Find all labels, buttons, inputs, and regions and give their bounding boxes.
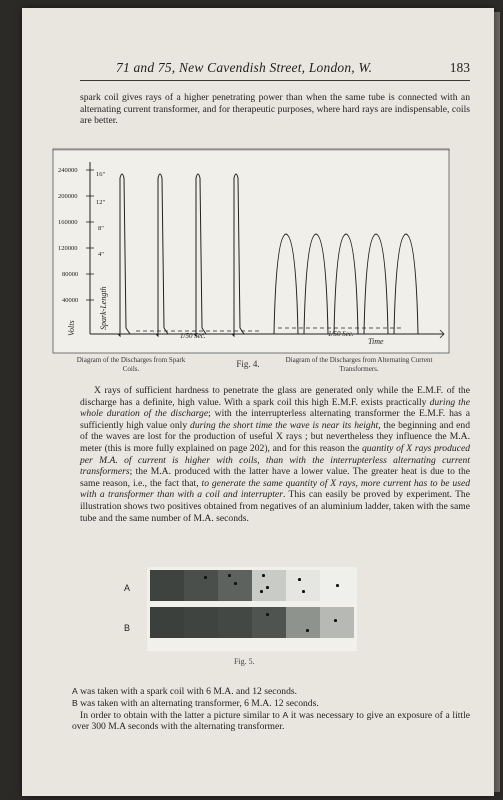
time-axis-label: Time <box>368 337 384 346</box>
ladder-strip-a <box>150 570 354 601</box>
spark-length-16: 16" <box>96 171 106 178</box>
paragraph-2-emphasis: to generate the same quantity of X rays, more current has to be used with a transformer than with a coil and interrupter <box>80 477 470 501</box>
note-a <box>72 686 470 697</box>
paragraph-2-text: X rays of sufficient hardness to penetrate the glass are generated only while the E.M.F. of the discharge has a definite, high value. With a spark coil this high E.M.F. exists practically <box>80 385 470 408</box>
y-tick-120000: 120000 <box>58 245 78 252</box>
spark-length-4: 4" <box>98 251 104 258</box>
paragraph-2-text: ; the M.A. produced with the latter have a lower value. The greater heat is due to the same reason, i.e., the fact that, <box>80 466 470 489</box>
y-tick-200000: 200000 <box>58 193 78 200</box>
note-exposure <box>72 710 470 733</box>
paragraph-2-emphasis: during the whole duration of the discharge <box>80 396 470 420</box>
figure-4-caption-left: Diagram of the Discharges from Spark Coils. <box>76 356 186 373</box>
aluminium-ladder-photo <box>147 567 357 651</box>
paragraph-2-emphasis: quantity of X rays produced per M.A. of current is higher with coils, than with the interrupterless alternating current transformers <box>80 442 471 478</box>
figure-4-caption-right: Diagram of the Discharges from Alternating Current Transformers. <box>285 356 433 373</box>
page-edge <box>494 12 500 792</box>
note-b-text: was taken with an alternating transformer, 6 M.A. 12 seconds. <box>77 698 319 709</box>
ladder-strip-b <box>150 607 354 638</box>
spark-length-12: 12" <box>96 199 106 206</box>
paragraph-2-emphasis: during the short time the wave is near its height <box>190 419 379 431</box>
running-head: 71 and 75, New Cavendish Street, London, W. <box>116 60 373 75</box>
ladder-row-a-label: A <box>124 583 131 593</box>
paragraph-1: spark coil gives rays of a higher penetrating power than when the same tube is connected with an alternating current transformer, and for therapeutic purposes, where hard rays are indispensable, coils are better. <box>80 92 470 127</box>
y-tick-80000: 80000 <box>62 271 79 278</box>
note-exposure-text: In order to obtain with the latter a picture similar to <box>80 710 283 721</box>
y-tick-240000: 240000 <box>58 167 78 174</box>
figure-4-diagram <box>52 148 450 354</box>
y-axis-label-volts: Volts <box>67 320 76 336</box>
y-tick-160000: 160000 <box>58 219 78 226</box>
figure-5-label: Fig. 5. <box>234 657 255 666</box>
paragraph-2-text: , the beginning and end of the waves are lost for the production of useful X rays ; but nevertheless they influence the M.A. meter (this is more fully explained on page 202), and for this reason the <box>80 419 470 454</box>
paragraph-2 <box>80 385 470 524</box>
paragraph-2-text: . This can easily be proved by experiment. The illustration shows two positives obtained from negatives of an aluminium ladder, taken with the same tube and the same number of M.A. seconds. <box>80 489 470 524</box>
running-header <box>80 58 470 81</box>
figure-4-label: Fig. 4. <box>236 359 260 369</box>
note-a-text: was taken with a spark coil with 6 M.A. and 12 seconds. <box>77 686 298 697</box>
note-exposure-text: it was necessary to give an exposure of a little over 300 M.A seconds with the alternating transformer. <box>72 710 470 733</box>
page-number: 183 <box>449 60 470 75</box>
note-b <box>72 698 470 709</box>
time-interval-label-2: 1/50 Sec. <box>328 330 354 338</box>
y-axis-label-spark-length: Spark-Length <box>99 286 108 330</box>
y-tick-40000: 40000 <box>62 297 79 304</box>
ladder-row-b-label: B <box>124 623 131 633</box>
note-exposure-letter: A <box>282 710 289 720</box>
note-b-letter: B <box>72 698 78 708</box>
time-interval-label-1: 1/50 Sec. <box>180 332 206 340</box>
note-a-letter: A <box>72 686 78 696</box>
paragraph-2-text: ; with the interrupterless alternating transformer the E.M.F. has a sufficiently high value only <box>80 408 470 431</box>
spark-length-8: 8" <box>98 225 104 232</box>
